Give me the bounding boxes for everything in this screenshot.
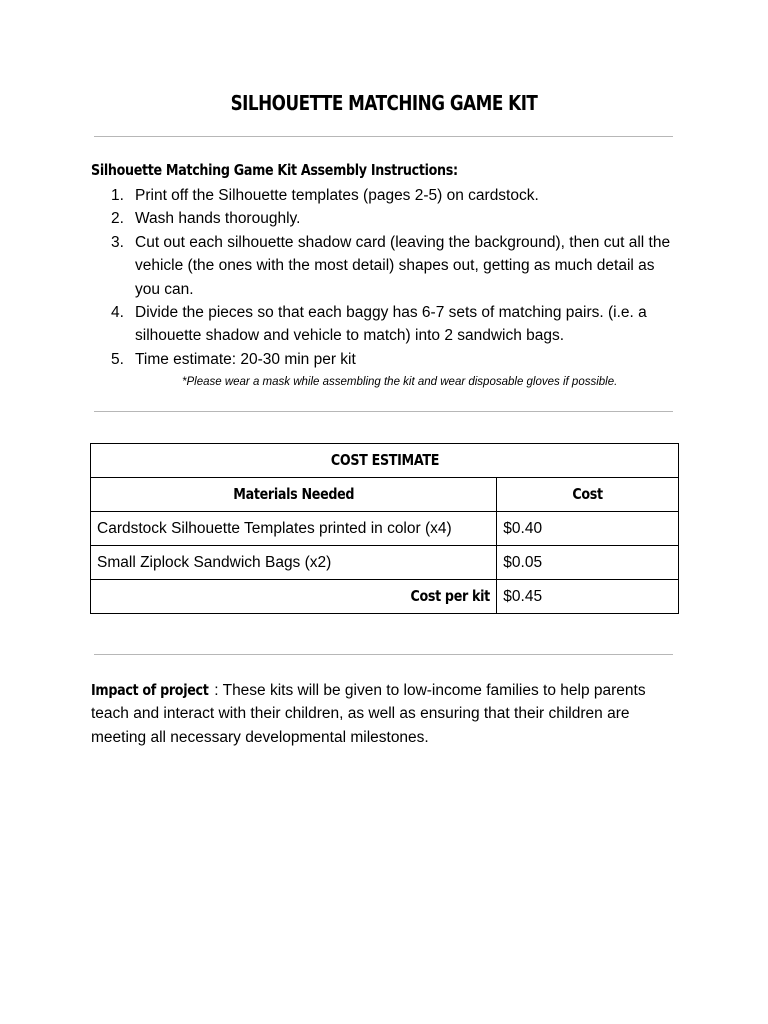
document-title: SILHOUETTE MATCHING GAME KIT xyxy=(230,91,538,115)
instruction-step xyxy=(91,207,681,230)
material-cell: Cardstock Silhouette Templates printed in color (x4) xyxy=(91,512,497,546)
impact-label: Impact of project xyxy=(91,681,209,699)
header-materials: Materials Needed xyxy=(233,485,355,503)
step-text: Wash hands thoroughly. xyxy=(135,210,301,228)
table-total-row xyxy=(91,580,679,614)
instructions-heading: Silhouette Matching Game Kit Assembly Instructions: xyxy=(91,161,458,179)
safety-note: *Please wear a mask while assembling the kit and wear disposable gloves if possible. xyxy=(182,376,618,388)
instructions-list xyxy=(91,184,681,371)
cost-cell: $0.05 xyxy=(497,546,679,580)
total-label-cell xyxy=(91,580,497,614)
step-number: 1. xyxy=(111,187,124,204)
instruction-step xyxy=(91,301,681,348)
step-text: Print off the Silhouette templates (pages 2-5) on cardstock. xyxy=(135,187,539,204)
divider-top xyxy=(94,136,673,137)
step-text: Cut out each silhouette shadow card (leaving the background), then cut all the vehicle (the ones with the most detail) shapes out, getting as much detail as you can. xyxy=(135,233,671,298)
instruction-step xyxy=(91,348,681,371)
divider-middle xyxy=(94,411,673,412)
step-number: 5. xyxy=(111,350,124,368)
table-title: COST ESTIMATE xyxy=(330,451,439,469)
instruction-step xyxy=(91,184,681,207)
cost-cell: $0.40 xyxy=(497,512,679,546)
total-value-cell: $0.45 xyxy=(497,580,679,614)
table-title-cell xyxy=(91,444,679,478)
step-number: 4. xyxy=(111,304,124,322)
material-cell: Small Ziplock Sandwich Bags (x2) xyxy=(91,546,497,580)
header-cost: Cost xyxy=(572,485,603,503)
total-label: Cost per kit xyxy=(410,587,491,605)
table-row xyxy=(91,512,679,546)
step-number: 2. xyxy=(111,210,124,228)
instruction-step xyxy=(91,231,681,301)
divider-bottom xyxy=(94,654,673,655)
header-cell-cost xyxy=(497,478,679,512)
table-row xyxy=(91,546,679,580)
cost-estimate-table xyxy=(90,443,679,614)
step-number: 3. xyxy=(111,233,124,251)
header-cell-materials xyxy=(91,478,497,512)
impact-paragraph xyxy=(91,679,681,749)
impact-text: : These kits will be given to low-income families to help parents teach and interact with their children, as well as ensuring that their children are meeting all necessary developmental milestones. xyxy=(91,682,646,746)
table-title-row xyxy=(91,444,679,478)
table-header-row xyxy=(91,478,679,512)
step-text: Time estimate: 20-30 min per kit xyxy=(135,350,356,368)
step-text: Divide the pieces so that each baggy has 6-7 sets of matching pairs. (i.e. a silhouette shadow and vehicle to match) into 2 sandwich bags. xyxy=(135,304,647,345)
